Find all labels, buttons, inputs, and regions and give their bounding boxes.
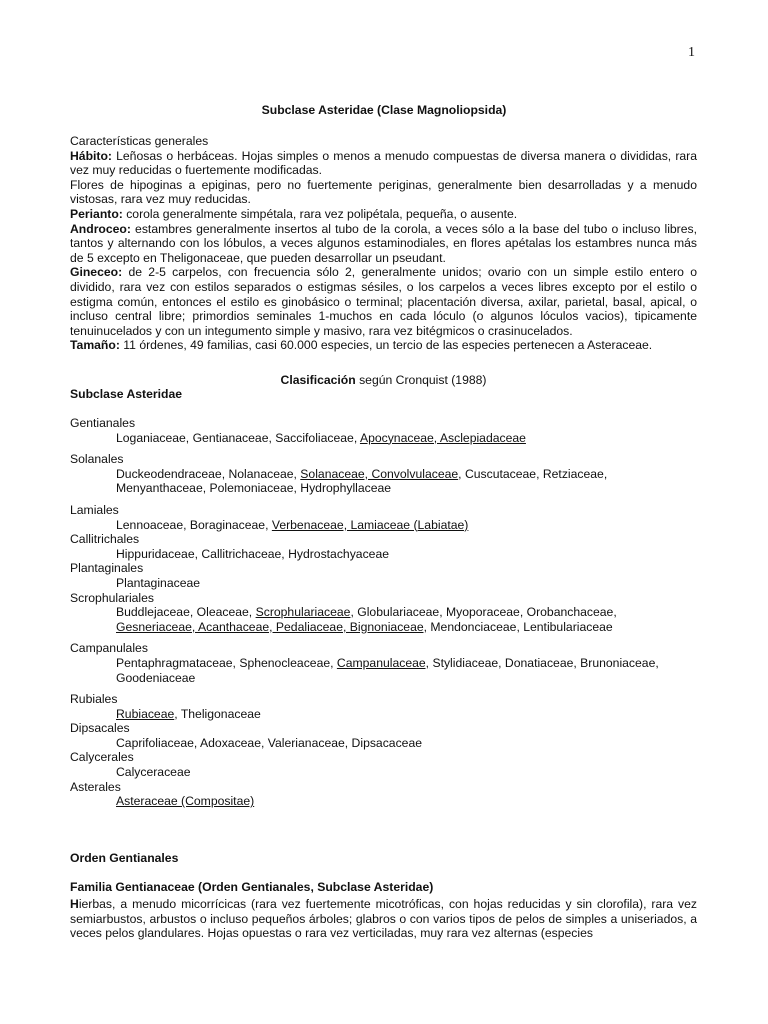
androceo-paragraph xyxy=(70,222,697,266)
family-text: , Globulariaceae, Myoporaceae, Orobanchaceae, xyxy=(350,605,617,620)
family-text-underlined: Solanaceae, Convolvulaceae xyxy=(300,466,459,481)
classification-heading xyxy=(70,373,697,388)
order-name: Callitrichales xyxy=(70,532,140,547)
family-text: Mendonciaceae, Lentibulariaceae xyxy=(427,619,613,634)
page-number: 1 xyxy=(688,45,695,60)
family-list xyxy=(70,431,697,446)
order-name: Dipsacales xyxy=(70,721,130,736)
perianto-text: corola generalmente simpétala, rara vez polipétala, pequeña, o ausente. xyxy=(122,206,518,221)
family-text-underlined: Verbenaceae, Lamiaceae (Labiatae) xyxy=(271,517,469,532)
family-list xyxy=(70,707,697,722)
family-text: Buddlejaceae, Oleaceae, xyxy=(116,605,256,620)
order-dipsacales xyxy=(70,721,697,750)
androceo-label: Androceo: xyxy=(70,221,131,236)
order-scrophulariales xyxy=(70,591,697,635)
order-name: Gentianales xyxy=(70,416,136,430)
classification-heading-bold: Clasificación xyxy=(280,373,356,387)
tamano-paragraph xyxy=(70,338,697,353)
classification-heading-rest: según Cronquist (1988) xyxy=(355,373,487,387)
order-name: Solanales xyxy=(70,452,124,467)
family-list: Hippuridaceae, Callitrichaceae, Hydrostachyaceae xyxy=(116,546,390,561)
family-text-underlined: Apocynaceae, Asclepiadaceae xyxy=(359,430,526,445)
order-asterales xyxy=(70,780,697,809)
familia-heading: Familia Gentianaceae (Orden Gentianales, Subclase Asteridae) xyxy=(70,880,434,894)
family-text-underlined: Campanulaceae, xyxy=(336,655,430,670)
gineceo-text: de 2-5 carpelos, con frecuencia sólo 2, generalmente unidos; ovario con un simple estilo entero o dividido, rara vez con estilos separados o estigmas sésiles, o los carpelos a veces libres excepto por el estilo o estigma común, entonces el estilo es ginobásico o terminal; placentación diversa, axilar, parietal, basal, apical, o incluso central libre; primordios seminales 1-muchos en cada lóculo (o algunos lóculos vacios), tipicamente tenuinucelados y con un integumento simple y masivo, rara vez bitégmicos o crasinucelados. xyxy=(70,265,697,338)
classification-list xyxy=(70,416,697,809)
order-name: Plantaginales xyxy=(70,561,144,576)
androceo-text: estambres generalmente insertos al tubo de la corola, a veces sólo a la base del tubo o incluso libres, tantos y alternando con los lóbulos, a veces algunos estaminodiales, en flores apétalas los estambres nunca más de 5 excepto en Theligonaceae, que pueden desarrollar un pseudant. xyxy=(70,221,697,265)
family-text: Loganiaceae, Gentianaceae, Saccifoliaceae, xyxy=(116,430,360,445)
family-text: , Cuscutaceae, Retziaceae, xyxy=(458,466,608,481)
tamano-label: Tamaño: xyxy=(70,338,120,353)
family-list xyxy=(70,656,697,671)
order-campanulales xyxy=(70,641,697,685)
flores-paragraph: Flores de hipoginas a epiginas, pero no fuertemente periginas, generalmente bien desarrolladas y a menudo vistosas, rara vez muy reducidas. xyxy=(70,177,697,207)
familia-first-letter: H xyxy=(70,897,79,911)
family-list: Caprifoliaceae, Adoxaceae, Valerianaceae, Dipsacaceae xyxy=(116,735,423,750)
order-name: Lamiales xyxy=(70,502,119,517)
habito-text: Leñosas o herbáceas. Hojas simples o menos a menudo compuestas de diversa manera o divididas, rara vez muy reducidas o fuertemente modificadas. xyxy=(70,148,697,178)
family-list xyxy=(70,518,697,533)
perianto-paragraph xyxy=(70,207,697,222)
order-name: Asterales xyxy=(70,779,121,794)
family-text-underlined: Asteraceae (Compositae) xyxy=(116,794,255,809)
habito-label: Hábito: xyxy=(70,148,112,163)
orden-gentianales-heading: Orden Gentianales xyxy=(70,851,179,865)
familia-text-paragraph xyxy=(70,897,697,941)
family-text-underlined: Scrophulariaceae xyxy=(255,605,351,620)
characteristics-heading: Características generales xyxy=(70,134,209,148)
order-name: Rubiales xyxy=(70,692,118,707)
gineceo-label: Gineceo: xyxy=(70,265,123,280)
characteristics-section xyxy=(70,134,697,353)
family-text: , Theligonaceae xyxy=(174,706,261,721)
family-text: Stylidiaceae, Donatiaceae, Brunoniaceae, xyxy=(429,655,659,670)
order-callitrichales xyxy=(70,532,697,561)
family-list: Plantaginaceae xyxy=(116,575,201,590)
tamano-text: 11 órdenes, 49 familias, casi 60.000 especies, un tercio de las especies pertenecen a Asteraceae. xyxy=(119,338,653,353)
family-list: Goodeniaceae xyxy=(116,670,196,685)
order-name: Scrophulariales xyxy=(70,590,155,605)
gineceo-paragraph xyxy=(70,265,697,338)
family-text: Duckeodendraceae, Nolanaceae, xyxy=(116,466,301,481)
family-list: Calyceraceae xyxy=(116,765,191,780)
order-solanales xyxy=(70,452,697,496)
familia-paragraph xyxy=(70,897,697,941)
order-gentianales xyxy=(70,416,697,445)
document-title: Subclase Asteridae (Clase Magnoliopsida) xyxy=(261,103,507,117)
order-calycerales xyxy=(70,750,697,779)
family-text: Pentaphragmataceae, Sphenocleaceae, xyxy=(116,655,337,670)
subclass-heading: Subclase Asteridae xyxy=(70,387,182,401)
family-list xyxy=(70,605,697,620)
familia-text: ierbas, a menudo micorrícicas (rara vez fuertemente micotróficas, con hojas reducidas y sin clorofila), rara vez semiarbustos, arbustos o incluso pequeños árboles; glabros o con varios tipos de pelos de simples a uniseriados, a veces pelos glandulares. Hojas opuestas o rara vez verticiladas, muy rara vez alternas (especies xyxy=(70,897,697,941)
family-list: Menyanthaceae, Polemoniaceae, Hydrophyllaceae xyxy=(116,481,392,496)
family-text-underlined: Rubiaceae xyxy=(116,706,175,721)
family-text: Lennoaceae, Boraginaceae, xyxy=(116,517,272,532)
order-plantaginales xyxy=(70,561,697,590)
order-name: Campanulales xyxy=(70,641,148,656)
family-list xyxy=(70,467,697,482)
order-lamiales xyxy=(70,503,697,532)
family-list xyxy=(70,794,697,809)
habito-paragraph xyxy=(70,149,697,178)
family-list xyxy=(70,620,697,635)
order-name: Calycerales xyxy=(70,750,134,765)
family-text-underlined: Gesneriaceae, Acanthaceae, Pedaliaceae, Bignoniaceae, xyxy=(116,619,428,634)
perianto-label: Perianto: xyxy=(70,206,123,221)
order-rubiales xyxy=(70,692,697,721)
